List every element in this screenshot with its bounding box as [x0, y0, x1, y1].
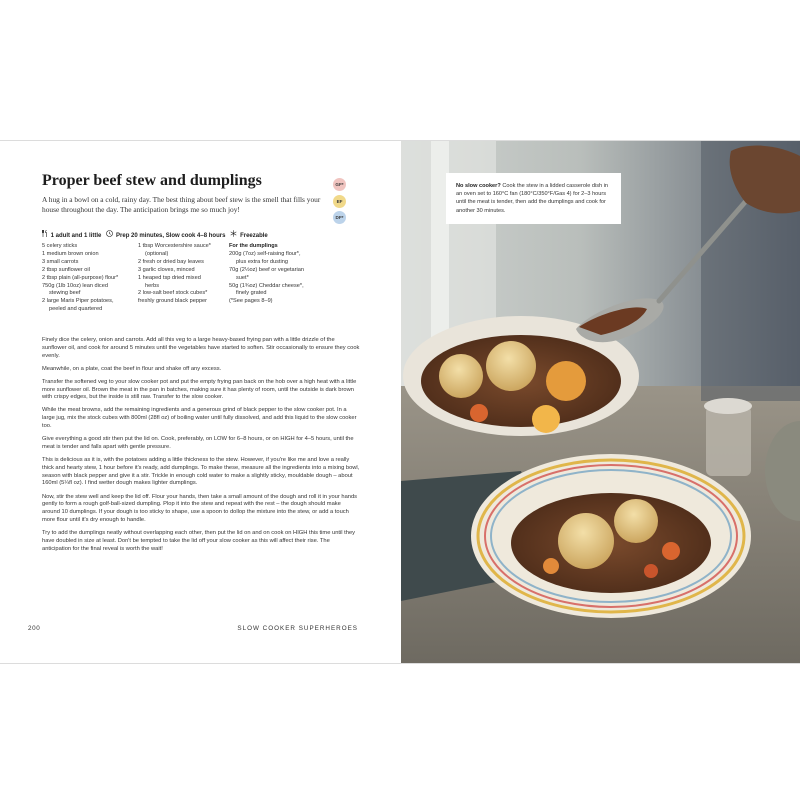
- left-page: [0, 141, 401, 663]
- ingredient: suet*: [236, 274, 249, 281]
- recipe-meta: [42, 230, 268, 239]
- method-step: Finely dice the celery, onion and carrots. Add all this veg to a large heavy-based frying pan with a little drizzle of the sunflower oil, and cook for around 5 minutes until the vegetables have started to soften. Stir occasionally to ensure they cook evenly.: [42, 337, 360, 359]
- method-step: This is delicious as it is, with the potatoes adding a little thickness to the stew. However, if you're like me and love a really thick and hearty stew, 1 hour before it's ready, add dumplings. To make these, measure all the ingredients into a mixing bowl, season with black pepper and give it a stir. Trickle in enough cold water to make a slightly sticky, mouldable dough – about 160ml (5¼fl oz). I find wetter dough makes lighter dumplings.: [42, 457, 360, 487]
- ingredient: plus extra for dusting: [236, 258, 288, 265]
- ingredient: 2 low-salt beef stock cubes*: [138, 290, 208, 297]
- ingredient: finely grated: [236, 290, 267, 297]
- badge-label: EF: [336, 198, 343, 204]
- snowflake-icon: [230, 233, 239, 239]
- ingredient: 2 tbsp sunflower oil: [42, 266, 90, 273]
- ingredient: 3 small carrots: [42, 258, 79, 265]
- page-number: 200: [28, 625, 41, 632]
- ingredient: freshly ground black pepper: [138, 298, 208, 305]
- method-step: Now, stir the stew well and keep the lid off. Flour your hands, then take a small amount of the dough and roll it in your hands gently to form a rough golf-ball-sized dumpling. Plop it into the stew and repeat with the rest – the dough should make around 10 dumplings. If your dough is too sticky to shape, use a spoon to dollop the mixture into the stew, or add a touch more flour until it's dry enough to handle.: [42, 493, 358, 523]
- method-step: Transfer the softened veg to your slow cooker pot and put the empty frying pan back on the hob over a high heat with a little more sunflower oil. Brown the meat in the pan in batches, making sure it has plenty of room, until the outside is dark brown with crispy edges, but the inside is still raw. Transfer to the slow cooker.: [42, 378, 357, 401]
- egg-free-badge: [333, 195, 346, 208]
- ingredient: 1 medium brown onion: [42, 250, 99, 257]
- cutlery-icon: [42, 233, 50, 239]
- ingredient: stewing beef: [49, 290, 81, 297]
- freezable-text: Freezable: [240, 233, 268, 239]
- ingredient: peeled and quartered: [49, 306, 103, 313]
- ingredient: 2 tbsp plain (all-purpose) flour*: [42, 274, 119, 281]
- ingredients-column-1: [42, 243, 138, 314]
- badge-label: GF*: [335, 182, 344, 187]
- ingredient: 750g (1lb 10oz) lean diced: [42, 282, 108, 289]
- badge-label: DF*: [335, 215, 344, 220]
- serves-info: [42, 230, 101, 239]
- recipe-title: Proper beef stew and dumplings: [42, 172, 262, 189]
- clock-icon: [106, 233, 115, 239]
- note-heading: No slow cooker?: [456, 183, 501, 189]
- running-head: SLOW COOKER SUPERHEROES: [237, 625, 358, 632]
- stew-photo: [401, 141, 800, 663]
- ingredient: 200g (7oz) self-raising flour*,: [229, 250, 301, 257]
- ingredient: (*See pages 8–9): [229, 298, 273, 305]
- ingredient: 50g (1¾oz) Cheddar cheese*,: [229, 282, 304, 289]
- time-text: Prep 20 minutes, Slow cook 4–8 hours: [116, 233, 226, 239]
- ingredient: 3 garlic cloves, minced: [138, 266, 195, 273]
- no-slow-cooker-note: [446, 173, 621, 224]
- ingredient: 5 celery sticks: [42, 243, 78, 249]
- book-spread: [0, 140, 800, 664]
- method-step: Try to add the dumplings neatly without overlapping each other, then put the lid on and on cook on HIGH this time until they have doubled in size at least. Don't be tempted to take the lid off your slow cooker as this will affect their rise. The anticipation for the final reveal is worth the wait!: [42, 530, 356, 552]
- dairy-free-badge: [333, 211, 346, 224]
- ingredient: 1 heaped tsp dried mixed: [138, 274, 201, 281]
- ingredient: 70g (2½oz) beef or vegetarian: [229, 266, 304, 273]
- method-steps: [42, 337, 360, 559]
- dumplings-heading: For the dumplings: [229, 243, 278, 249]
- method-step: Give everything a good stir then put the lid on. Cook, preferably, on LOW for 6–8 hours, or on HIGH for 4–5 hours, until the meat is tender and falls apart with gentle pressure.: [42, 436, 354, 450]
- note-body: Cook the stew in a lidded casserole dish in an oven set to 160°C fan (180°C/350°F/Gas 4) for 2–3 hours until the meat is tender, then add the dumplings and cook for another 30 minutes.: [456, 183, 609, 214]
- serves-text: 1 adult and 1 little: [50, 233, 102, 239]
- ingredient: herbs: [145, 282, 159, 289]
- method-step: While the meat browns, add the remaining ingredients and a generous grind of black pepper to the slow cooker pot. In a large jug, mix the stock cubes with 800ml (28fl oz) of boiling water until fully dissolved, and add this liquid to the slow cooker too.: [42, 407, 357, 430]
- ingredient: 1 tbsp Worcestershire sauce*: [138, 243, 211, 249]
- recipe-intro: A hug in a bowl on a cold, rainy day. The best thing about beef stew is the smell that fills your house throughout the day. The anticipation brings me so much joy!: [42, 195, 321, 214]
- time-info: [106, 230, 225, 239]
- freezable-info: [230, 230, 267, 239]
- dietary-badges: [333, 178, 347, 228]
- ingredient: 2 fresh or dried bay leaves: [138, 258, 204, 265]
- method-step: Meanwhile, on a plate, coat the beef in flour and shake off any excess.: [42, 365, 222, 372]
- ingredient: 2 large Maris Piper potatoes,: [42, 298, 114, 305]
- ingredients-column-3: [229, 243, 339, 306]
- ingredient: (optional): [145, 250, 169, 257]
- gluten-free-badge: [333, 178, 346, 191]
- ingredients-column-2: [138, 243, 228, 306]
